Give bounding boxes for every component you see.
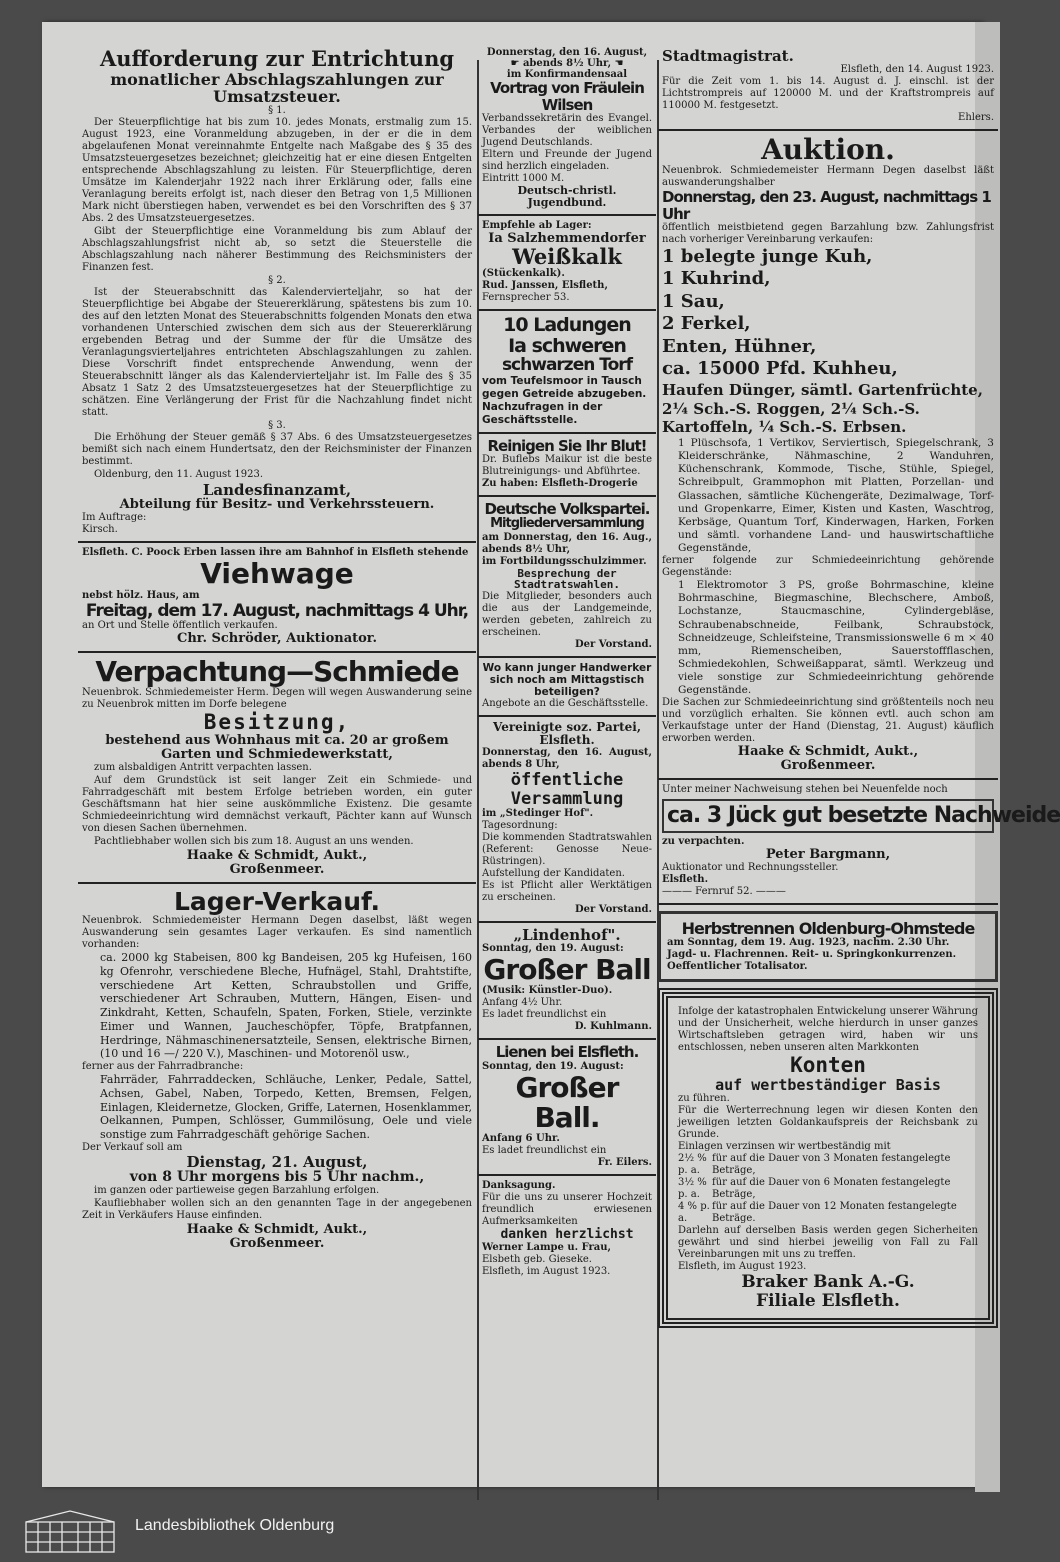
tax-notice	[78, 44, 476, 543]
lienen-start: Anfang 6 Uhr.	[482, 1132, 560, 1144]
torf-ad	[478, 311, 656, 434]
lager-date-1: Dienstag, 21. August,	[186, 1152, 368, 1171]
dank-signature-2: Elsbeth geb. Gieseke.	[482, 1254, 592, 1265]
linden-start: Anfang 4½ Uhr.	[482, 997, 563, 1009]
soz-partei-ad	[478, 717, 656, 923]
auktion-item: 1 belegte junge Kuh,	[662, 245, 873, 267]
bank-signature-branch: Filiale Elsfleth.	[756, 1290, 900, 1311]
rate-text: für auf die Dauer von 12 Monaten festangelegte Beträge.	[712, 1201, 957, 1225]
blut-signature: Zu haben: Elsfleth-Drogerie	[482, 478, 638, 490]
lagerverkauf-ad	[78, 884, 476, 1256]
tax-dept: Abteilung für Besitz- und Verkehrssteuern.	[119, 497, 435, 513]
kalk-phone: Fernsprecher 53.	[482, 292, 570, 304]
auktion-signature-place: Großenmeer.	[780, 758, 876, 774]
kalk-line1: Empfehle ab Lager:	[482, 219, 592, 231]
rate-percent: 2½ % p. a.	[678, 1153, 707, 1177]
soz-item: Aufstellung der Kandidaten.	[482, 867, 625, 879]
bank-text: Darlehn auf derselben Basis werden gegen Sicherheiten gewährt und sind hierbei jeweilig von Fall zu Fall Vereinbarungen mit uns zu treffen.	[678, 1225, 978, 1261]
linden-music: (Musik: Künstler-Duo).	[482, 985, 613, 997]
soz-signature: Der Vorstand.	[574, 903, 652, 915]
pointing-hand-icon: ☛	[510, 57, 523, 69]
nachweide-intro: Unter meiner Nachweisung stehen bei Neuenfelde noch	[662, 784, 948, 796]
viehwage-place: an Ort und Stelle öffentlich verkaufen.	[82, 620, 278, 632]
verpachtung-signature: Haake & Schmidt, Aukt.,	[186, 848, 368, 864]
torf-line3: schwarzen Torf	[501, 355, 633, 376]
lienen-signature: Fr. Eilers.	[597, 1156, 652, 1168]
section-3: § 3.	[268, 420, 286, 432]
vortrag-entry: Eintritt 1000 M.	[482, 172, 565, 184]
torf-line2: Ia schweren	[508, 334, 626, 357]
bank-text: Einlagen verzinsen wir wertbeständig mit	[678, 1141, 891, 1153]
soz-head: öffentliche Versammlung	[510, 770, 624, 809]
verpachtung-signature-place: Großenmeer.	[229, 862, 325, 878]
danksagung-ad	[478, 1176, 656, 1283]
bank-rate	[678, 1153, 978, 1177]
bank-text: Für die Werterrechnung legen wir diesen Konten den jeweiligen letzten Goldankaufspreis der Reichsbank zu Grunde.	[678, 1105, 978, 1141]
viehwage-title: Viehwage	[200, 557, 354, 591]
bank-ad	[658, 988, 998, 1328]
volkspartei-ad	[478, 497, 656, 658]
tax-auftrag: Im Auftrage:	[82, 512, 147, 524]
tax-office: Landesfinanzamt,	[202, 481, 352, 500]
column-left	[78, 44, 476, 1534]
verpachtung-intro: Neuenbrok. Schmiedemeister Herm. Degen will wegen Auswanderung seine zu Neuenbrok mitten im Dorfe belegene	[82, 687, 472, 711]
bank-head-2: auf wertbeständiger Basis	[715, 1076, 941, 1095]
lager-signature: Haake & Schmidt, Aukt.,	[186, 1222, 368, 1238]
auktion-list-2: 1 Elektromotor 3 PS, große Bohrmaschine, kleine Bohrmaschine, Biegmaschine, Blechschere, Amboß, Lochstanze, Staucmaschine, Cylindergebläse, Schraubenabschneide, Feilbank, Schraubstock, Schneidzeuge, Schleifsteine, Transmissionswelle 6 m × 40 mm, Riemenscheiben, Sauerstoffflaschen, Schmiedekohlen, Schweißapparat, sämtl. Werkzeug und viele sonstige zur Schmiedeeinrichtung gehörende Gegenstände.	[678, 579, 994, 697]
bank-head-1: Konten	[790, 1053, 866, 1078]
magistrat-signature: Ehlers.	[958, 112, 994, 124]
lager-signature-place: Großenmeer.	[229, 1236, 325, 1252]
rate-text: für auf die Dauer von 3 Monaten festangelegte Beträge,	[712, 1153, 951, 1177]
magistrat-text: Für die Zeit vom 1. bis 14. August d. J. einschl. ist der Lichtstrompreis auf 120000 M. und der Kraftstrompreis auf 110000 M. festgesetzt.	[662, 76, 994, 112]
verpachtung-text: Auf dem Grundstück ist seit langer Zeit ein Schmiede- und Fahrradgeschäft mit bestem Erfolge betrieben worden, ein guter Geschäftsmann hat hier seine auskömmliche Existenz. Die gesamte Schmiedeeinrichtung wird demnächst verkauft, Pächter kann auf Wunsch von diesen Sachen übernehmen.	[82, 775, 472, 835]
linden-invite: Es ladet freundlichst ein	[482, 1009, 607, 1021]
mittag-text: Wo kann junger Handwerker sich noch am Mittagstisch beteiligen?	[482, 662, 652, 699]
auktion-signature: Haake & Schmidt, Aukt.,	[737, 744, 919, 760]
dank-signature: Werner Lampe u. Frau,	[482, 1242, 612, 1253]
viehwage-signature: Chr. Schröder, Auktionator.	[177, 631, 377, 647]
footer-label: Landesbibliothek Oldenburg	[135, 1517, 335, 1534]
nachweide-head: ca. 3 Jück gut besetzte Nachweide	[667, 803, 1060, 829]
lienen-invite: Es ladet freundlichst ein	[482, 1144, 607, 1156]
nachweide-role: Auktionator und Rechnungssteller.	[662, 862, 839, 874]
rennen-date: am Sonntag, dem 19. Aug. 1923, nachm. 2.30 Uhr.	[667, 937, 950, 949]
blut-text: Dr. Buflebs Maikur ist die beste Blutreinigungs- und Abführtee.	[482, 454, 652, 478]
soz-date: Donnerstag, den 16. August, abends 8 Uhr,	[482, 747, 652, 771]
lager-intro: Neuenbrok. Schmiedemeister Hermann Degen daselbst, läßt wegen Auswanderung sein gesamtes Lager verkaufen. Es sind namentlich vorhanden:	[82, 915, 472, 951]
soz-agenda: Tagesordnung:	[482, 819, 558, 831]
partei-place: im Fortbildungsschulzimmer.	[482, 555, 647, 567]
verpachtung-text: Pachtliebhaber wollen sich bis zum 18. August an uns wenden.	[94, 836, 414, 848]
soz-item: Die kommenden Stadtratswahlen (Referent: Genosse Neue-Rüstringen).	[482, 831, 652, 867]
auktion-list-1: 1 Plüschsofa, 1 Vertikov, Serviertisch, Spiegelschrank, 3 Kleiderschränke, Nähmaschine, 2 Wanduhren, Küchenschrank, Kommode, Tische, Stühle, Spiegel, Schreibpult, Grammophon mit Platten, Porzellan- und Glassachen, sämtliche Küchengeräte, Dezimalwage, Torf- und Gropenkarre, Eimer, Kisten und Kasten, Waschtrog, Kerbsäge, Quantum Torf, Kinderwagen, Harken, Forken und sämtl. vorhandene Land- und hauswirtschaftliche Gegenstände,	[678, 437, 994, 555]
tax-paragraph: Ist der Steuerabschnitt das Kalendervierteljahr, so hat der Steuerpflichtige bei Abgabe der Steuererklärung, spätestens bis zum 10. des auf den letzten Monat des Steuerabschnitts folgenden Monats den etwa vorhandenen Unterschied zwischen dem sich aus der Steuererklärung ergebenden Betrag und der Summe der für die Umsätze des Veranlagungsvierteljahres entrichteten Abschlagszahlungen zu zahlen. Diese Vorschrift findet entsprechende Anwendung, wenn der Steuerabschnitt länger als das Kalendervierteljahr ist. Im Falle des § 35 Absatz 1 Satz 2 des Umsatzsteuergesetzes hat der Steuerpflichtige zu schätzen. Eine Verlängerung der Frist für die Nachzahlung findet nicht statt.	[82, 287, 472, 419]
mittag-signature: Angebote an die Geschäftsstelle.	[482, 698, 649, 710]
vortrag-text: Eltern und Freunde der Jugend sind herzlich eingeladen.	[482, 148, 652, 172]
linden-title: „Lindenhof".	[513, 925, 621, 944]
torf-line1: 10 Ladungen	[503, 314, 631, 337]
lager-list-1: ca. 2000 kg Stabeisen, 800 kg Bandeisen, 205 kg Hufeisen, 160 kg Ofenrohr, verschiedene Bleche, Hufnägel, Stahl, Drahtstifte, verschiedene Art Ketten, Schraubstollen und Griffe, verschiedener Art Schrauben, Muttern, Hängen, Eisen- und Zinkdraht, Ketten, Schaufeln, Spaten, Forken, Stiele, verzinkte Eimer und Wannen, Jaucheschöpfer, Töpfe, Bratpfannen, Herdringe, Nähmaschinenersatzteile, Sensen, elektrische Birnen, (10 und 16 —/ 220 V.), Maschinen- und Motorenöl usw.,	[100, 951, 472, 1061]
auktion-item: Haufen Dünger, sämtl. Gartenfrüchte,	[662, 380, 983, 399]
column-right	[658, 44, 1060, 1534]
lager-list-2: Fahrräder, Fahrraddecken, Schläuche, Lenker, Pedale, Sattel, Achsen, Gabel, Naben, Torpedo, Ketten, Bremsen, Felgen, Einlagen, Kleidernetze, Glocken, Griffe, Laternen, Hosenklammer, Oelkannen, Pumpen, Schlösser, Gummilösung, Oele und viele sonstige zum Fahrradgeschäft gehörige Sachen.	[100, 1073, 472, 1142]
magistrat-date: Elsfleth, den 14. August 1923.	[840, 64, 994, 76]
vortrag-date: Donnerstag, den 16. August,	[486, 47, 648, 58]
partei-text: Die Mitglieder, besonders auch die aus der Landgemeinde, werden gebeten, zahlreich zu erscheinen.	[482, 591, 652, 639]
auktion-item: ca. 15000 Pfd. Kuhheu,	[662, 358, 898, 380]
nachweide-signature: Peter Bargmann,	[765, 847, 891, 863]
vortrag-text: Verbandssekretärin des Evangel. Verbandes der weiblichen Jugend Deutschlands.	[482, 112, 652, 148]
rate-percent: 4 % p. a.	[678, 1201, 710, 1225]
auktion-text-2: Die Sachen zur Schmiedeeinrichtung sind größtenteils noch neu und vorzüglich erhalten. Sie können evtl. auch schon am Verkaufstage unter der Hand (Dienstag, 21. August) käuflich erworben werden.	[662, 697, 994, 745]
bank-signature: Braker Bank A.-G.	[741, 1272, 915, 1293]
lager-verkauf: Der Verkauf soll am	[82, 1141, 183, 1153]
kalk-sub: (Stückenkalk).	[482, 268, 565, 280]
auktion-title: Auktion.	[761, 133, 895, 167]
mittagstisch-ad	[478, 658, 656, 717]
bank-rate	[678, 1201, 978, 1225]
bank-fuehren: zu führen.	[678, 1093, 730, 1105]
nachweide-text: zu verpachten.	[662, 836, 745, 848]
lager-date-2: von 8 Uhr morgens bis 5 Uhr nachm.,	[129, 1169, 425, 1186]
rate-percent: 3½ % p. a.	[678, 1177, 707, 1201]
bank-intro: Infolge der katastrophalen Entwickelung unserer Währung und der Unsicherheit, welche hierdurch in unser ganzes Wirtschaftsleben getragen wird, haben wir uns entschlossen, neben unseren alten Markkonten	[678, 1006, 978, 1054]
column-middle	[478, 44, 656, 1534]
magistrat-title: Stadtmagistrat.	[662, 47, 794, 65]
lienen-date: Sonntag, den 19. August:	[482, 1060, 624, 1072]
vortrag-signature: Deutsch-christl. Jugendbund.	[517, 183, 617, 209]
dank-title: Danksagung.	[482, 1179, 556, 1191]
tax-paragraph: Gibt der Steuerpflichtige eine Voranmeldung bis zum Ablauf der Abschlagszahlungsfrist nicht ab, so setzt die Steuerstelle die Abschlagszahlung nach näherer Bestimmung des Reichsministers der Finanzen fest.	[82, 226, 472, 274]
verpachtung-sub1: bestehend aus Wohnhaus mit ca. 20 ar großem	[105, 732, 449, 748]
auktion-date: Donnerstag, den 23. August, nachmittags 1 Uhr	[662, 188, 991, 223]
nachweide-phone: ——— Fernruf 52. ———	[662, 886, 786, 898]
partei-title: Deutsche Volkspartei.	[484, 500, 650, 519]
rennen-title: Herbstrennen Oldenburg-Ohmstede	[681, 919, 975, 939]
linden-head: Großer Ball	[483, 953, 651, 987]
linden-signature: D. Kuhlmann.	[574, 1021, 652, 1033]
soz-title: Vereinigte soz. Partei, Elsfleth.	[492, 720, 642, 748]
tax-title-2: monatlicher Abschlagszahlungen zur Umsatzsteuer.	[110, 69, 444, 106]
vortrag-time-line	[482, 59, 652, 70]
rennen-type: Jagd- u. Flachrennen. Reit- u. Springkonkurrenzen.	[667, 949, 957, 961]
lindenhof-ad	[478, 923, 656, 1040]
dank-text: Für die uns zu unserer Hochzeit freundlich erwiesenen Aufmerksamkeiten	[482, 1191, 652, 1227]
lienen-ad	[478, 1040, 656, 1176]
blut-ad	[478, 434, 656, 497]
auktion-item: 2 Ferkel,	[662, 313, 751, 335]
torf-text: vom Teufelsmoor in Tausch gegen Getreide abzugeben. Nachzufragen in der Geschäftsstelle.	[482, 374, 647, 426]
partei-sub: Mitgliederversammlung	[490, 516, 644, 532]
verpachtung-ad	[78, 653, 476, 884]
auktion-item: 2¼ Sch.-S. Roggen, 2¼ Sch.-S. Kartoffeln, ¼ Sch.-S. Erbsen.	[662, 399, 920, 437]
partei-date: am Donnerstag, den 16. Aug., abends 8½ Uhr,	[482, 531, 652, 555]
auktion-intro: Neuenbrok. Schmiedemeister Hermann Degen daselbst läßt auswanderungshalber	[662, 165, 994, 189]
verpachtung-text: zum alsbaldigen Antritt verpachten lassen.	[94, 762, 312, 774]
lienen-head: Großer Ball.	[515, 1070, 619, 1134]
linden-date: Sonntag, den 19. August:	[482, 943, 624, 955]
pointing-hand-icon: ☚	[611, 57, 624, 69]
tax-title-1: Aufforderung zur Entrichtung	[99, 46, 455, 71]
tax-paragraph: Der Steuerpflichtige hat bis zum 10. jedes Monats, erstmalig zum 15. August 1923, eine Voranmeldung abzugeben, in der er die in dem abgelaufenen Monat vereinnahmte Entgelte nach Maßgabe des § 35 des Umsatzsteuergesetzes bezeichnet; gleichzeitig hat er eine diesen Entgelten entsprechende Abschlagszahlung zu leisten. Für Steuerpflichtige, deren Umsätze im Kalenderjahr 1922 nach ihrer Erklärung oder, falls eine Veranlagung bereits erfolgt ist, nach dieser den Betrag von 1,5 Millionen Mark nicht überstiegen haben, verwendet es bei den Vorschriften des § 37 Abs. 2 des Umsatzsteuergesetzes.	[82, 117, 472, 225]
dank-head: danken herzlichst	[500, 1226, 634, 1242]
library-building-icon	[22, 1508, 118, 1554]
soz-place: im „Stedinger Hof".	[482, 807, 594, 819]
lager-text: im ganzen oder partieweise gegen Barzahlung erfolgen.	[94, 1185, 380, 1197]
auktion-text: öffentlich meistbietend gegen Barzahlung bzw. Zahlungsfrist nach vorheriger Vereinbarung verkaufen:	[662, 221, 994, 245]
vortrag-ad	[478, 44, 656, 216]
verpachtung-head: Besitzung,	[203, 710, 351, 735]
auktion-ad	[658, 131, 998, 780]
auktion-item: 1 Kuhrind,	[662, 268, 771, 290]
section-2: § 2.	[268, 275, 286, 287]
nachweide-ad	[658, 780, 1060, 905]
library-footer	[0, 1500, 1000, 1562]
kalk-signature: Rud. Janssen, Elsfleth,	[482, 280, 608, 292]
soz-item: Es ist Pflicht aller Werktätigen zu erscheinen.	[482, 879, 652, 903]
section-1: § 1.	[268, 105, 286, 117]
tax-signature: Kirsch.	[82, 524, 118, 536]
viehwage-intro: Elsfleth. C. Poock Erben lassen ihre am Bahnhof in Elsfleth stehende	[82, 547, 469, 559]
tax-date: Oldenburg, den 11. August 1923.	[94, 469, 264, 481]
herbstrennen-ad	[658, 911, 998, 982]
partei-topic: Besprechung der Stadtratswahlen.	[514, 566, 620, 592]
bank-rate	[678, 1177, 978, 1201]
bank-place: Elsfleth, im August 1923.	[678, 1261, 807, 1273]
viehwage-date: Freitag, dem 17. August, nachmittags 4 Uhr,	[85, 600, 469, 621]
lager-title: Lager-Verkauf.	[173, 887, 381, 917]
viehwage-ad	[78, 543, 476, 653]
lager-text: Kaufliebhaber wollen sich an den genannten Tage in der angegebenen Zeit in Verkäufers Hause einfinden.	[82, 1198, 472, 1222]
blut-title: Reinigen Sie Ihr Blut!	[487, 437, 647, 456]
vortrag-time: abends 8½ Uhr,	[522, 57, 612, 69]
rate-text: für auf die Dauer von 6 Monaten festangelegte Beträge,	[712, 1177, 951, 1201]
weisskalk-ad	[478, 216, 656, 312]
stadtmagistrat-notice	[658, 44, 998, 131]
verpachtung-sub2: Garten und Schmiedewerkstatt,	[161, 746, 393, 762]
tax-paragraph: Die Erhöhung der Steuer gemäß § 37 Abs. 6 des Umsatzsteuergesetzes bemißt sich nach einem Hundertsatz, den der Reichsminister der Finanzen bestimmt.	[82, 432, 472, 468]
auktion-item: 1 Sau,	[662, 290, 725, 312]
partei-signature: Der Vorstand.	[574, 639, 652, 651]
lienen-title: Lienen bei Elsfleth.	[495, 1043, 639, 1062]
auktion-item: Enten, Hühner,	[662, 335, 817, 357]
kalk-title: Weißkalk	[512, 243, 622, 269]
lager-mid: ferner aus der Fahrradbranche:	[82, 1061, 244, 1073]
vortrag-place: im Konfirmandensaal	[506, 68, 628, 80]
vortrag-title: Vortrag von Fräulein Wilsen	[490, 79, 644, 114]
viehwage-sub: nebst hölz. Haus, am	[82, 589, 200, 601]
kalk-line2: Ia Salzhemmendorfer	[488, 230, 646, 246]
verpachtung-title: Verpachtung—Schmiede	[95, 655, 459, 689]
rennen-totalisator: Oeffentlicher Totalisator.	[667, 961, 808, 973]
dank-place: Elsfleth, im August 1923.	[482, 1266, 611, 1277]
auktion-mid: ferner folgende zur Schmiedeeinrichtung gehörende Gegenstände:	[662, 555, 994, 579]
nachweide-place: Elsfleth.	[662, 874, 709, 886]
